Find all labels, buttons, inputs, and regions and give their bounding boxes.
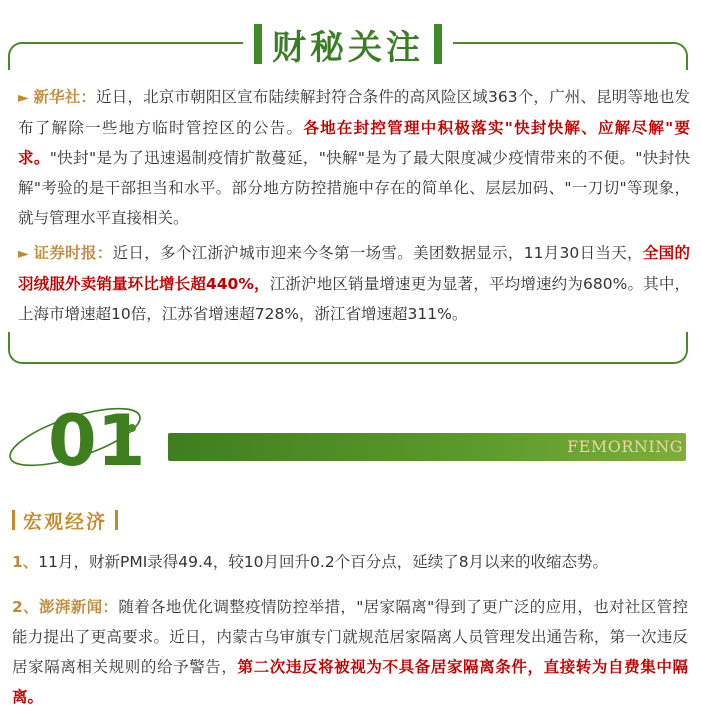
item-text-after: 江浙沪地区销量增速更为显著，平均增速约为680%。其中，上海市增速超10倍，江苏省增速超728%，浙江省增速超311%。 xyxy=(18,275,690,323)
focus-title: 财秘关注 xyxy=(272,27,424,68)
item-text: 11月，财新PMI录得49.4，较10月回升0.2个百分点，延续了8月以来的收缩态势。 xyxy=(38,553,609,571)
focus-item-2 xyxy=(18,238,690,329)
item-text: 近日，多个江浙沪城市迎来今冬第一场雪。美团数据显示，11月30日当天， xyxy=(112,244,643,262)
highlight-text: 第二次违反将被视为不具备居家隔离条件，直接转为自费集中隔离。 xyxy=(12,658,688,706)
item-number: 2、 xyxy=(12,598,40,616)
banner-brand: FEMORNING xyxy=(567,437,683,456)
source-label: 新华社： xyxy=(33,88,97,106)
title-right-bar xyxy=(434,24,442,64)
section-heading xyxy=(12,505,118,535)
section-banner xyxy=(0,385,701,485)
arrow-icon: ► xyxy=(18,246,34,262)
title-left-bar xyxy=(254,24,262,64)
banner-number: 01 xyxy=(48,400,146,482)
macro-item-2 xyxy=(12,592,688,712)
focus-frame-bottom xyxy=(8,332,688,364)
highlight-text: 全国的羽绒服外卖销量环比增长超440%， xyxy=(18,244,690,293)
arrow-icon: ► xyxy=(18,90,34,106)
heading-left-bar xyxy=(12,510,15,530)
focus-item-1 xyxy=(18,82,690,233)
item-text-after: "快封"是为了迅速遏制疫情扩散蔓延，"快解"是为了最大限度减少疫情带来的不便。"快封快解"考验的是干部担当和水平。部分地方防控措施中存在的简单化、层层加码、"一刀切"等现象，就与管理水平直接相关。 xyxy=(18,149,690,227)
source-label: 澎湃新闻： xyxy=(39,598,119,616)
heading-right-bar xyxy=(115,510,118,530)
highlight-text: 各地在封控管理中积极落实"快封快解、应解尽解"要求。 xyxy=(18,119,690,167)
focus-box xyxy=(8,14,688,364)
focus-title-wrap xyxy=(243,14,453,74)
item-number: 1、 xyxy=(12,553,39,571)
macro-item-1 xyxy=(12,547,688,577)
section-title: 宏观经济 xyxy=(23,510,108,533)
item-text: 近日，北京市朝阳区宣布陆续解封符合条件的高风险区域363个，广州、昆明等地也发布了解除一些地方临时管控区的公告。 xyxy=(18,88,690,137)
source-label: 证券时报： xyxy=(33,244,113,262)
item-text: 随着各地优化调整疫情防控举措，"居家隔离"得到了更广泛的应用，也对社区管控能力提出了更高要求。近日，内蒙古乌审旗专门就规范居家隔离人员管理发出通告称，第一次违反居家隔离相关规则的给予警告， xyxy=(12,598,688,676)
